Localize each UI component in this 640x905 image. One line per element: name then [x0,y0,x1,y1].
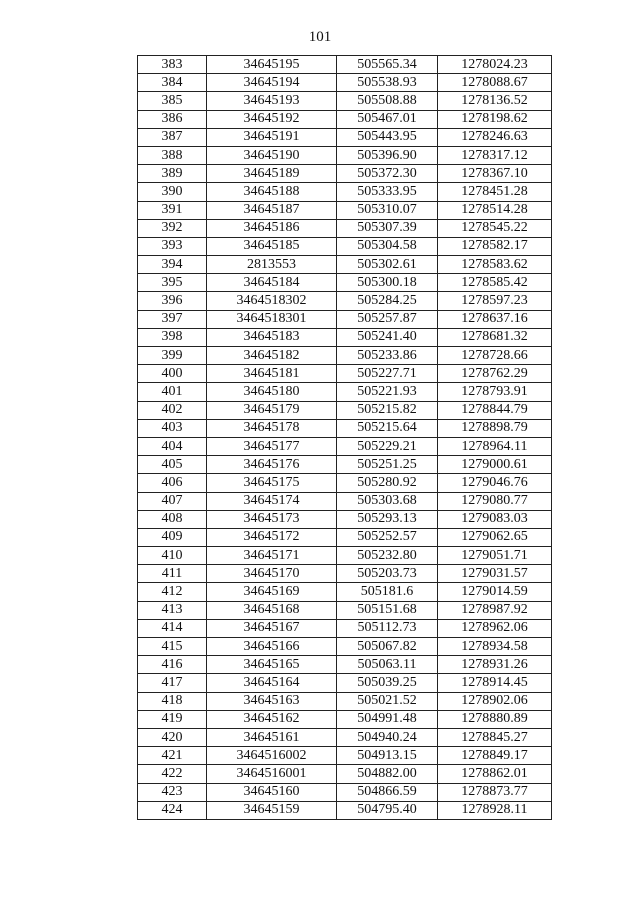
y-coordinate-cell: 1278880.89 [438,710,552,728]
y-coordinate-cell: 1278545.22 [438,219,552,237]
point-id-cell: 34645170 [207,565,337,583]
row-number-cell: 398 [138,328,207,346]
point-id-cell: 34645172 [207,528,337,546]
y-coordinate-cell: 1278845.27 [438,728,552,746]
x-coordinate-cell: 505063.11 [337,656,438,674]
x-coordinate-cell: 504795.40 [337,801,438,819]
row-number-cell: 387 [138,128,207,146]
x-coordinate-cell: 505067.82 [337,638,438,656]
y-coordinate-cell: 1279062.65 [438,528,552,546]
x-coordinate-cell: 505302.61 [337,256,438,274]
x-coordinate-cell: 505280.92 [337,474,438,492]
table-row [138,710,552,728]
x-coordinate-cell: 505304.58 [337,237,438,255]
table-row [138,474,552,492]
row-number-cell: 403 [138,419,207,437]
table-row [138,765,552,783]
x-coordinate-cell: 505303.68 [337,492,438,510]
x-coordinate-cell: 505293.13 [337,510,438,528]
row-number-cell: 384 [138,74,207,92]
y-coordinate-cell: 1278198.62 [438,110,552,128]
y-coordinate-cell: 1279051.71 [438,547,552,565]
table-row [138,74,552,92]
point-id-cell: 34645160 [207,783,337,801]
x-coordinate-cell: 505151.68 [337,601,438,619]
y-coordinate-cell: 1279014.59 [438,583,552,601]
table-row [138,146,552,164]
y-coordinate-cell: 1278962.06 [438,619,552,637]
point-id-cell: 34645175 [207,474,337,492]
point-id-cell: 34645183 [207,328,337,346]
y-coordinate-cell: 1278898.79 [438,419,552,437]
row-number-cell: 396 [138,292,207,310]
table-row [138,328,552,346]
y-coordinate-cell: 1278585.42 [438,274,552,292]
point-id-cell: 34645163 [207,692,337,710]
point-id-cell: 34645171 [207,547,337,565]
x-coordinate-cell: 505565.34 [337,56,438,74]
y-coordinate-cell: 1279080.77 [438,492,552,510]
point-id-cell: 34645167 [207,619,337,637]
y-coordinate-cell: 1279046.76 [438,474,552,492]
point-id-cell: 3464516001 [207,765,337,783]
y-coordinate-cell: 1278583.62 [438,256,552,274]
point-id-cell: 34645184 [207,274,337,292]
x-coordinate-cell: 505181.6 [337,583,438,601]
table-row [138,128,552,146]
row-number-cell: 385 [138,92,207,110]
table-row [138,56,552,74]
x-coordinate-cell: 505229.21 [337,437,438,455]
y-coordinate-cell: 1279000.61 [438,456,552,474]
point-id-cell: 34645182 [207,347,337,365]
point-id-cell: 34645179 [207,401,337,419]
x-coordinate-cell: 505203.73 [337,565,438,583]
point-id-cell: 34645192 [207,110,337,128]
x-coordinate-cell: 505372.30 [337,165,438,183]
table-row [138,201,552,219]
point-id-cell: 34645164 [207,674,337,692]
row-number-cell: 400 [138,365,207,383]
row-number-cell: 421 [138,747,207,765]
row-number-cell: 386 [138,110,207,128]
x-coordinate-cell: 505310.07 [337,201,438,219]
table-row [138,619,552,637]
row-number-cell: 414 [138,619,207,637]
table-row [138,801,552,819]
x-coordinate-cell: 505252.57 [337,528,438,546]
y-coordinate-cell: 1278514.28 [438,201,552,219]
row-number-cell: 402 [138,401,207,419]
y-coordinate-cell: 1278902.06 [438,692,552,710]
point-id-cell: 34645173 [207,510,337,528]
row-number-cell: 399 [138,347,207,365]
row-number-cell: 405 [138,456,207,474]
x-coordinate-cell: 505233.86 [337,347,438,365]
table-body [138,56,552,820]
point-id-cell: 34645159 [207,801,337,819]
point-id-cell: 34645165 [207,656,337,674]
point-id-cell: 34645185 [207,237,337,255]
row-number-cell: 406 [138,474,207,492]
table-row [138,783,552,801]
y-coordinate-cell: 1278317.12 [438,146,552,164]
row-number-cell: 392 [138,219,207,237]
y-coordinate-cell: 1278987.92 [438,601,552,619]
point-id-cell: 34645180 [207,383,337,401]
point-id-cell: 34645195 [207,56,337,74]
x-coordinate-cell: 505232.80 [337,547,438,565]
x-coordinate-cell: 504913.15 [337,747,438,765]
table-row [138,383,552,401]
table-row [138,692,552,710]
row-number-cell: 401 [138,383,207,401]
y-coordinate-cell: 1278928.11 [438,801,552,819]
x-coordinate-cell: 505396.90 [337,146,438,164]
y-coordinate-cell: 1278451.28 [438,183,552,201]
table-row [138,728,552,746]
x-coordinate-cell: 505467.01 [337,110,438,128]
table-row [138,638,552,656]
y-coordinate-cell: 1278582.17 [438,237,552,255]
point-id-cell: 34645161 [207,728,337,746]
point-id-cell: 34645186 [207,219,337,237]
y-coordinate-cell: 1278964.11 [438,437,552,455]
x-coordinate-cell: 505221.93 [337,383,438,401]
y-coordinate-cell: 1278024.23 [438,56,552,74]
point-id-cell: 34645176 [207,456,337,474]
x-coordinate-cell: 505039.25 [337,674,438,692]
x-coordinate-cell: 505215.82 [337,401,438,419]
table-row [138,547,552,565]
table-row [138,528,552,546]
table-row [138,165,552,183]
row-number-cell: 391 [138,201,207,219]
row-number-cell: 397 [138,310,207,328]
row-number-cell: 415 [138,638,207,656]
table-row [138,310,552,328]
table-row [138,256,552,274]
table-row [138,565,552,583]
point-id-cell: 34645181 [207,365,337,383]
table-row [138,419,552,437]
row-number-cell: 423 [138,783,207,801]
row-number-cell: 389 [138,165,207,183]
point-id-cell: 34645188 [207,183,337,201]
x-coordinate-cell: 505241.40 [337,328,438,346]
y-coordinate-cell: 1278367.10 [438,165,552,183]
table-row [138,292,552,310]
point-id-cell: 34645187 [207,201,337,219]
row-number-cell: 418 [138,692,207,710]
y-coordinate-cell: 1278762.29 [438,365,552,383]
y-coordinate-cell: 1278862.01 [438,765,552,783]
point-id-cell: 34645177 [207,437,337,455]
x-coordinate-cell: 504991.48 [337,710,438,728]
x-coordinate-cell: 505021.52 [337,692,438,710]
table-row [138,237,552,255]
row-number-cell: 407 [138,492,207,510]
row-number-cell: 413 [138,601,207,619]
table-row [138,674,552,692]
y-coordinate-cell: 1278728.66 [438,347,552,365]
x-coordinate-cell: 504882.00 [337,765,438,783]
y-coordinate-cell: 1278931.26 [438,656,552,674]
point-id-cell: 3464518302 [207,292,337,310]
x-coordinate-cell: 504940.24 [337,728,438,746]
page-number: 101 [308,29,332,45]
table-row [138,456,552,474]
x-coordinate-cell: 505215.64 [337,419,438,437]
row-number-cell: 388 [138,146,207,164]
table-row [138,219,552,237]
row-number-cell: 394 [138,256,207,274]
row-number-cell: 390 [138,183,207,201]
y-coordinate-cell: 1278681.32 [438,328,552,346]
row-number-cell: 383 [138,56,207,74]
row-number-cell: 420 [138,728,207,746]
row-number-cell: 419 [138,710,207,728]
table-row [138,347,552,365]
point-id-cell: 34645189 [207,165,337,183]
x-coordinate-cell: 505538.93 [337,74,438,92]
x-coordinate-cell: 505284.25 [337,292,438,310]
table-row [138,183,552,201]
y-coordinate-cell: 1279031.57 [438,565,552,583]
x-coordinate-cell: 504866.59 [337,783,438,801]
x-coordinate-cell: 505257.87 [337,310,438,328]
point-id-cell: 34645162 [207,710,337,728]
y-coordinate-cell: 1278914.45 [438,674,552,692]
point-id-cell: 34645193 [207,92,337,110]
x-coordinate-cell: 505300.18 [337,274,438,292]
row-number-cell: 416 [138,656,207,674]
point-id-cell: 2813553 [207,256,337,274]
x-coordinate-cell: 505112.73 [337,619,438,637]
table-row [138,583,552,601]
point-id-cell: 34645166 [207,638,337,656]
table-row [138,601,552,619]
table-row [138,365,552,383]
y-coordinate-cell: 1278844.79 [438,401,552,419]
x-coordinate-cell: 505251.25 [337,456,438,474]
y-coordinate-cell: 1278088.67 [438,74,552,92]
table-row [138,110,552,128]
coordinates-table [137,55,552,820]
row-number-cell: 393 [138,237,207,255]
row-number-cell: 395 [138,274,207,292]
point-id-cell: 34645174 [207,492,337,510]
y-coordinate-cell: 1278136.52 [438,92,552,110]
table-row [138,510,552,528]
table-row [138,274,552,292]
point-id-cell: 34645190 [207,146,337,164]
table-row [138,492,552,510]
table-row [138,401,552,419]
y-coordinate-cell: 1278637.16 [438,310,552,328]
row-number-cell: 408 [138,510,207,528]
x-coordinate-cell: 505508.88 [337,92,438,110]
x-coordinate-cell: 505443.95 [337,128,438,146]
point-id-cell: 34645191 [207,128,337,146]
row-number-cell: 411 [138,565,207,583]
y-coordinate-cell: 1278246.63 [438,128,552,146]
point-id-cell: 34645169 [207,583,337,601]
y-coordinate-cell: 1279083.03 [438,510,552,528]
y-coordinate-cell: 1278793.91 [438,383,552,401]
y-coordinate-cell: 1278849.17 [438,747,552,765]
point-id-cell: 3464516002 [207,747,337,765]
y-coordinate-cell: 1278597.23 [438,292,552,310]
row-number-cell: 404 [138,437,207,455]
row-number-cell: 424 [138,801,207,819]
row-number-cell: 410 [138,547,207,565]
table-row [138,92,552,110]
table-row [138,656,552,674]
x-coordinate-cell: 505227.71 [337,365,438,383]
row-number-cell: 422 [138,765,207,783]
point-id-cell: 34645178 [207,419,337,437]
y-coordinate-cell: 1278934.58 [438,638,552,656]
x-coordinate-cell: 505307.39 [337,219,438,237]
row-number-cell: 412 [138,583,207,601]
row-number-cell: 417 [138,674,207,692]
y-coordinate-cell: 1278873.77 [438,783,552,801]
point-id-cell: 34645168 [207,601,337,619]
table-row [138,747,552,765]
x-coordinate-cell: 505333.95 [337,183,438,201]
point-id-cell: 34645194 [207,74,337,92]
row-number-cell: 409 [138,528,207,546]
point-id-cell: 3464518301 [207,310,337,328]
table-row [138,437,552,455]
